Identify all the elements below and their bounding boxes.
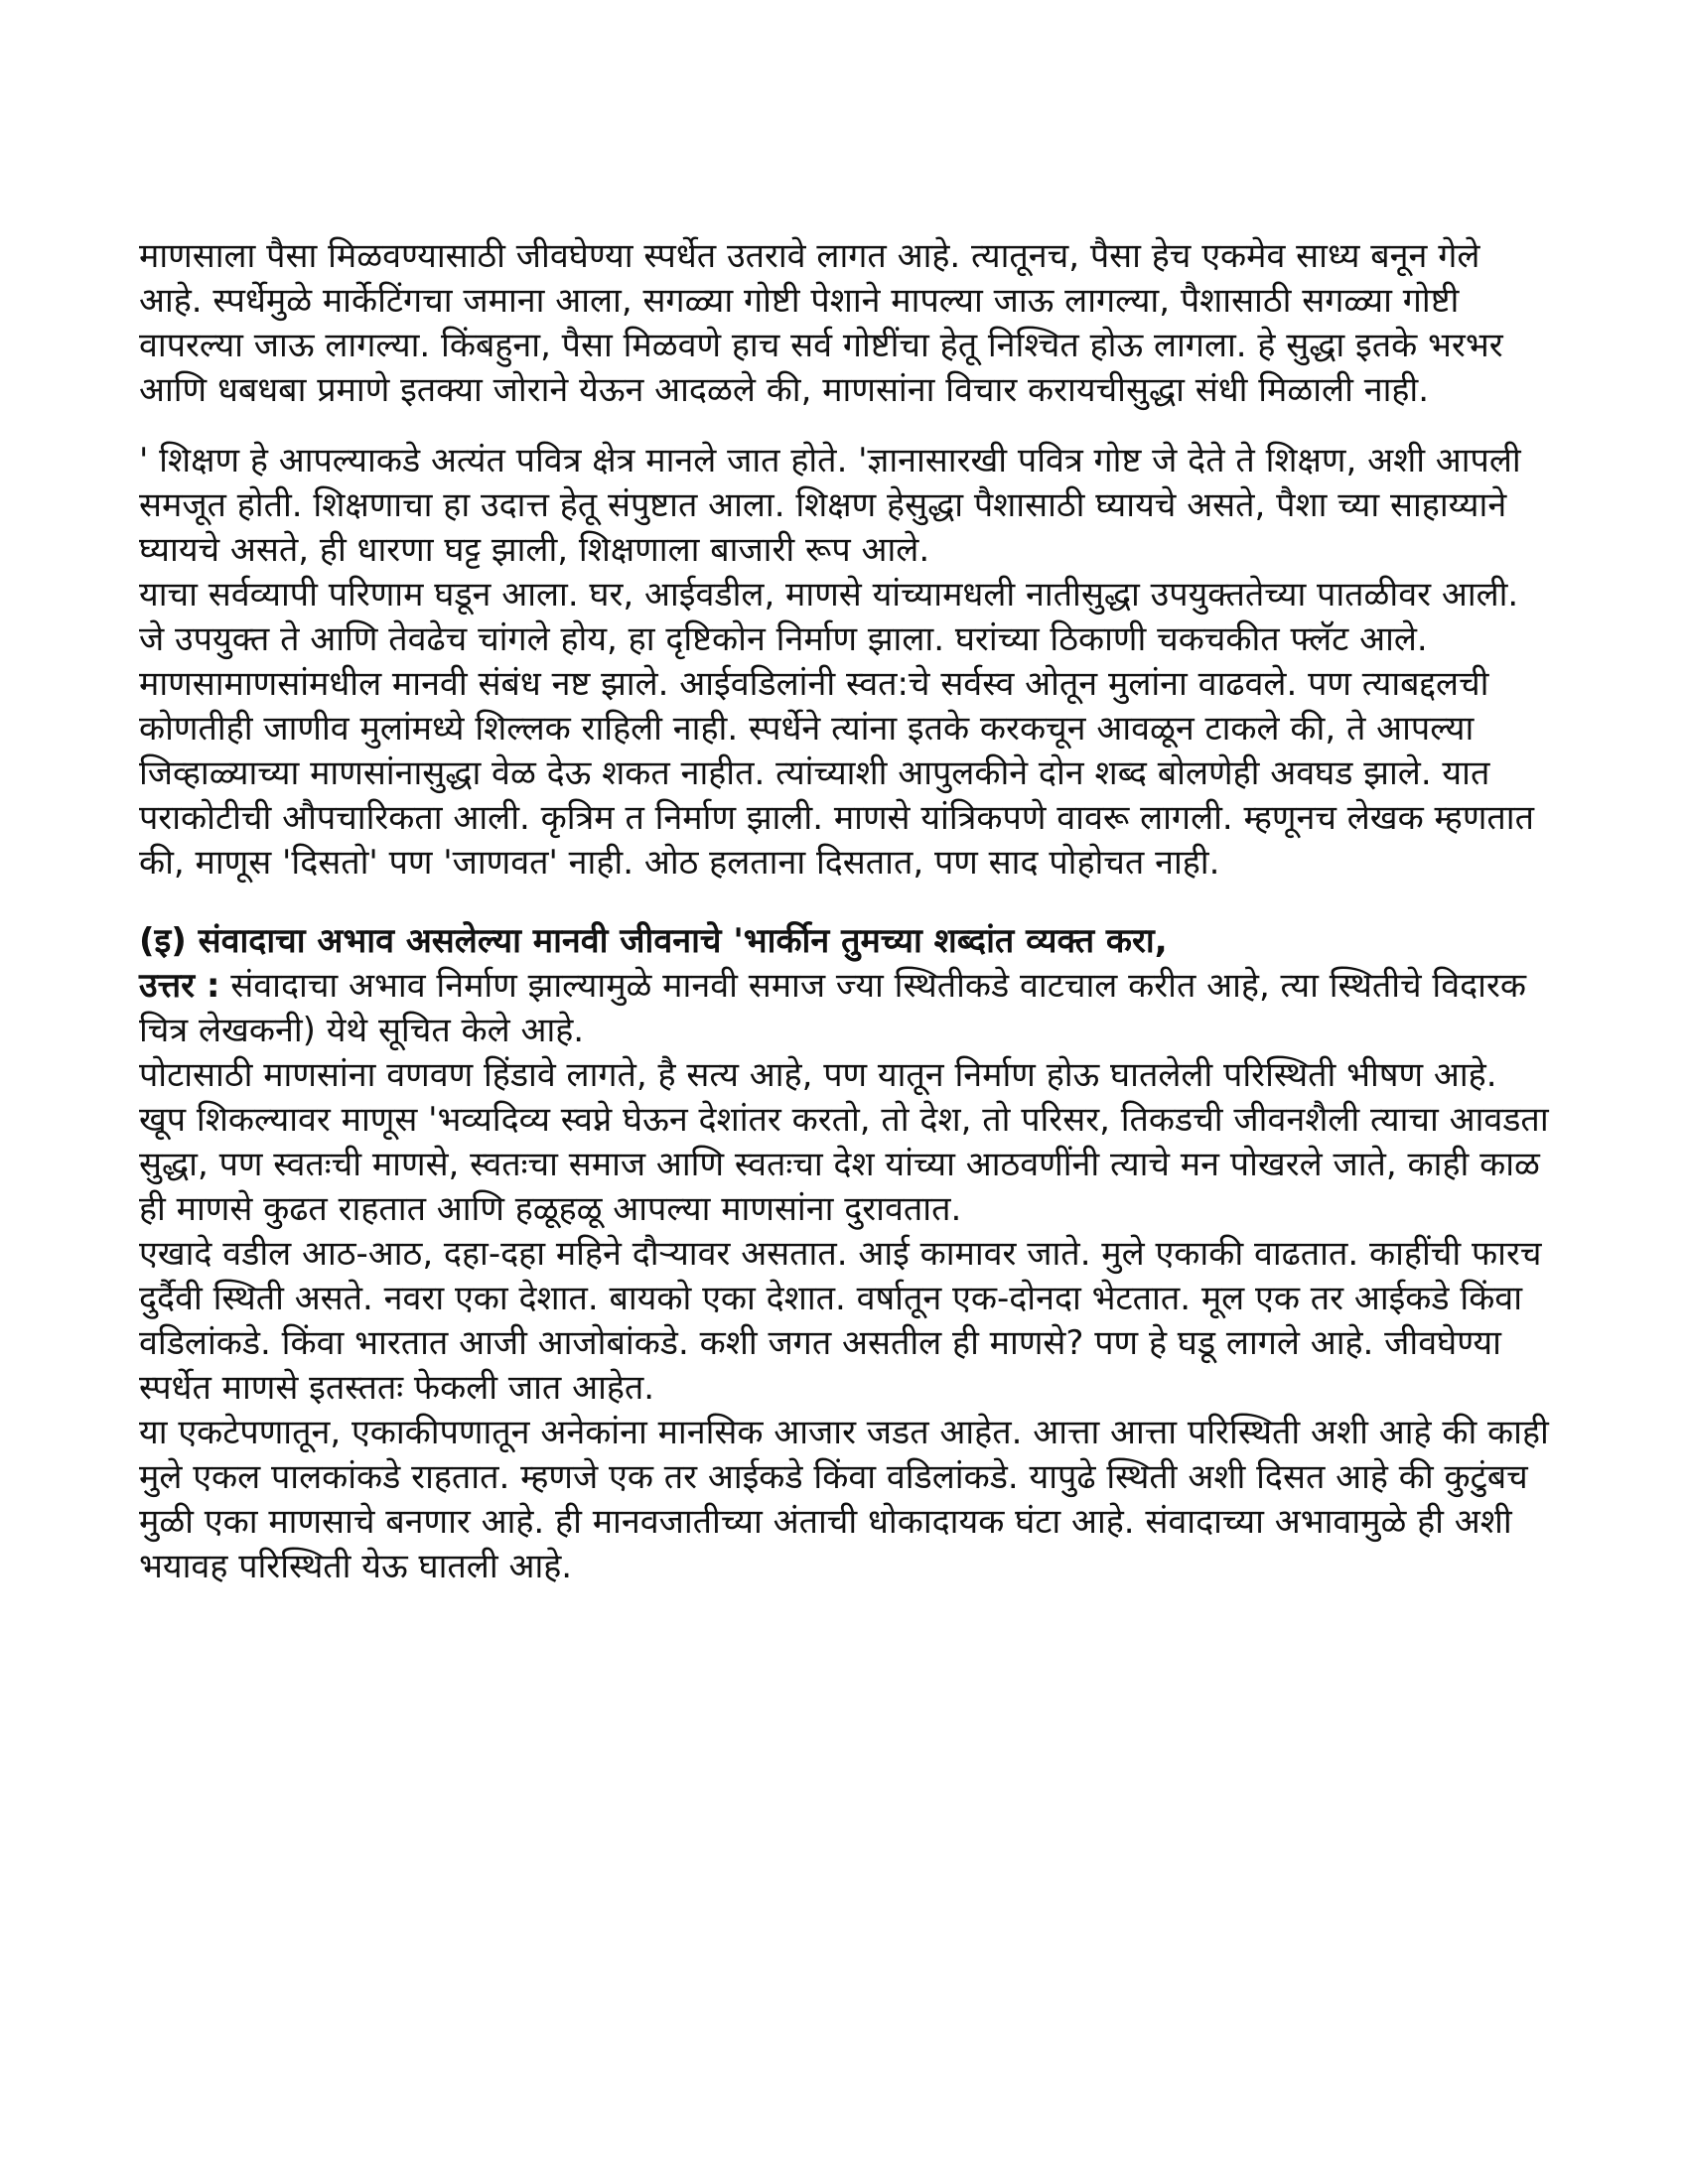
document-page [139,234,1549,1589]
question-heading: (इ) संवादाचा अभाव असलेल्या मानवी जीवनाचे 'भार्कीन तुमच्या शब्दांत व्यक्त करा, [139,921,1168,961]
paragraph-education: ' शिक्षण हे आपल्याकडे अत्यंत पवित्र क्षेत्र मानले जात होते. 'ज्ञानासारखी पवित्र गोष्ट जे देते ते शिक्षण, अशी आपली समजूत होती. शिक्षणाचा हा उदात्त हेतू संपुष्टात आला. शिक्षण हेसुद्धा पैशासाठी घ्यायचे असते, पैशा च्या साहाय्याने घ्यायचे असते, ही धारणा घट्ट झाली, शिक्षणाला बाजारी रूप आले. [139,441,1521,570]
answer-paragraph [139,964,1549,1053]
answer-label: उत्तर : [139,966,220,1006]
paragraph-migration: पोटासाठी माणसांना वणवण हिंडावे लागते, है सत्य आहे, पण यातून निर्माण होऊ घातलेली परिस्थिती भीषण आहे. खूप शिकल्यावर माणूस 'भव्यदिव्य स्वप्ने घेऊन देशांतर करतो, तो देश, तो परिसर, तिकडची जीवनशैली त्याचा आवडता सुद्धा, पण स्वतःची माणसे, स्वतःचा समाज आणि स्वतःचा देश यांच्या आठवणींनी त्याचे मन पोखरले जाते, काही काळ ही माणसे कुढत राहतात आणि हळूहळू आपल्या माणसांना दुरावतात. [139,1055,1549,1229]
paragraph-money-competition: माणसाला पैसा मिळवण्यासाठी जीवघेण्या स्पर्धेत उतरावे लागत आहे. त्यातूनच, पैसा हेच एकमेव साध्य बनून गेले आहे. स्पर्धेमुळे मार्केटिंगचा जमाना आला, सगळ्या गोष्टी पेशाने मापल्या जाऊ लागल्या, पैशासाठी सगळ्या गोष्टी वापरल्या जाऊ लागल्या. किंबहुना, पैसा मिळवणे हाच सर्व गोष्टींचा हेतू निश्चित होऊ लागला. हे सुद्धा इतके भरभर आणि धबधबा प्रमाणे इतक्या जोराने येऊन आदळले की, माणसांना विचार करायचीसुद्धा संधी मिळाली नाही. [139,236,1503,410]
answer-text: संवादाचा अभाव निर्माण झाल्यामुळे मानवी समाज ज्या स्थितीकडे वाटचाल करीत आहे, त्या स्थितीचे विदारक चित्र लेखकनी) येथे सूचित केले आहे. [139,966,1526,1050]
paragraph-loneliness: या एकटेपणातून, एकाकीपणातून अनेकांना मानसिक आजार जडत आहेत. आत्ता आत्ता परिस्थिती अशी आहे की काही मुले एकल पालकांकडे राहतात. म्हणजे एक तर आईकडे किंवा वडिलांकडे. यापुढे स्थिती अशी दिसत आहे की कुटुंबच मुळी एका माणसाचे बनणार आहे. ही मानवजातीच्या अंताची धोकादायक घंटा आहे. संवादाच्या अभावामुळे ही अशी भयावह परिस्थिती येऊ घातली आहे. [139,1413,1549,1586]
paragraph-consequences: याचा सर्वव्यापी परिणाम घडून आला. घर, आईवडील, माणसे यांच्यामधली नातीसुद्धा उपयुक्ततेच्या पातळीवर आली. जे उपयुक्त ते आणि तेवढेच चांगले होय, हा दृष्टिकोन निर्माण झाला. घरांच्या ठिकाणी चकचकीत फ्लॅट आले. माणसामाणसांमधील मानवी संबंध नष्ट झाले. आईवडिलांनी स्वत:चे सर्वस्व ओतून मुलांना वाढवले. पण त्याबद्दलची कोणतीही जाणीव मुलांमध्ये शिल्लक राहिली नाही. स्पर्धेने त्यांना इतके करकचून आवळून टाकले की, ते आपल्या जिव्हाळ्याच्या माणसांनासुद्धा वेळ देऊ शकत नाहीत. त्यांच्याशी आपुलकीने दोन शब्द बोलणेही अवघड झाले. यात पराकोटीची औपचारिकता आली. कृत्रिम त निर्माण झाली. माणसे यांत्रिकपणे वावरू लागली. म्हणूनच लेखक म्हणतात की, माणूस 'दिसतो' पण 'जाणवत' नाही. ओठ हलताना दिसतात, पण साद पोहोचत नाही. [139,575,1534,883]
paragraph-family-separation: एखादे वडील आठ-आठ, दहा-दहा महिने दौऱ्यावर असतात. आई कामावर जाते. मुले एकाकी वाढतात. काहींची फारच दुर्दैवी स्थिती असते. नवरा एका देशात. बायको एका देशात. वर्षातून एक-दोनदा भेटतात. मूल एक तर आईकडे किंवा वडिलांकडे. किंवा भारतात आजी आजोबांकडे. कशी जगत असतील ही माणसे? पण हे घडू लागले आहे. जीवघेण्या स्पर्धेत माणसे इतस्ततः फेकली जात आहेत. [139,1234,1542,1408]
